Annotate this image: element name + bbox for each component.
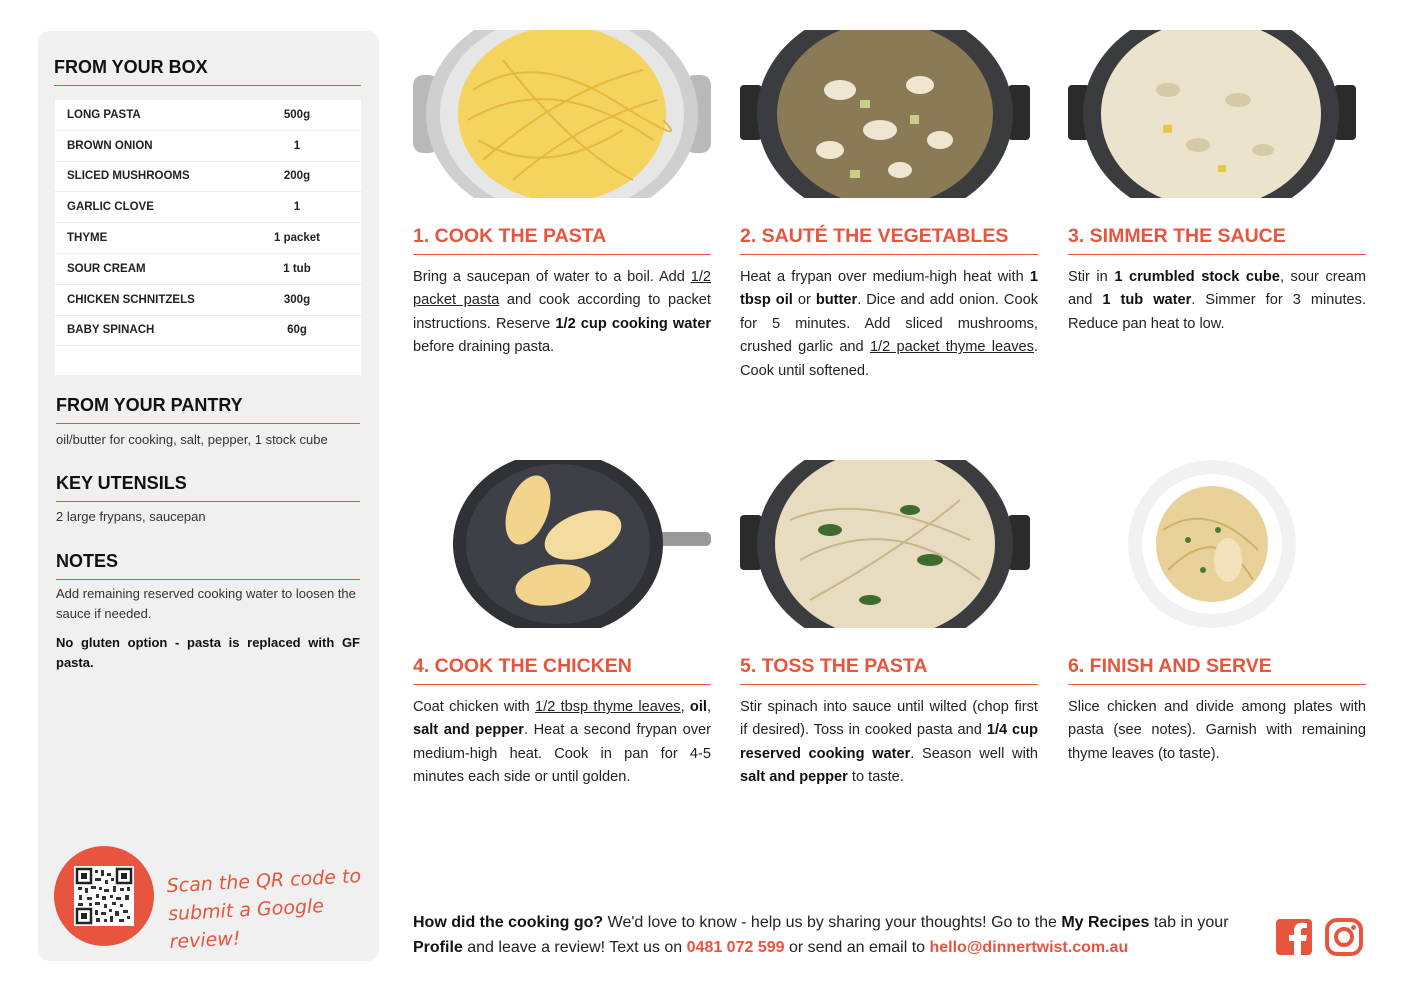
- step-1-image: [413, 30, 711, 198]
- ingredient-qty: 60g: [287, 324, 307, 337]
- footer-text: tab in your: [1149, 914, 1229, 931]
- step-5-text: [740, 696, 1038, 790]
- step-text-span: ,: [680, 699, 690, 715]
- ingredient-row: [55, 223, 361, 254]
- step-text-span: . Heat a second frypan over medium-high heat. Cook in pan for 4-5 minutes each side or until golden.: [413, 722, 712, 786]
- ingredient-name: BROWN ONION: [67, 139, 153, 152]
- step-4-image: [413, 460, 711, 628]
- step-text-bold: 1 tbsp oil: [740, 269, 1038, 309]
- step-text-bold: salt and pepper: [740, 769, 848, 786]
- ingredient-row: [55, 316, 361, 347]
- step-2-text: [740, 266, 1038, 383]
- ingredient-row: [55, 100, 361, 131]
- ingredient-row: [55, 131, 361, 162]
- from-your-pantry-title: FROM YOUR PANTRY: [56, 395, 360, 424]
- step-4-text: [413, 696, 711, 790]
- qr-code-icon[interactable]: [74, 866, 134, 926]
- footer-profile: Profile: [413, 939, 463, 956]
- step-text-span: , sour cream and: [1068, 269, 1367, 309]
- ingredients-table: [55, 100, 361, 375]
- step-2-title: 2. SAUTÉ THE VEGETABLES: [740, 225, 1038, 255]
- ingredient-qty: 1: [293, 139, 301, 152]
- key-utensils-title: KEY UTENSILS: [56, 473, 360, 502]
- footer-my-recipes: My Recipes: [1061, 914, 1150, 931]
- step-5-title: 5. TOSS THE PASTA: [740, 655, 1038, 685]
- utensils-text: 2 large frypans, saucepan: [56, 509, 206, 524]
- facebook-icon[interactable]: [1275, 918, 1313, 956]
- qr-text-line-1: Scan the QR code to: [166, 865, 362, 898]
- instagram-icon[interactable]: [1325, 918, 1363, 956]
- step-text-span: Coat chicken with: [413, 699, 536, 715]
- step-1-text: [413, 266, 711, 360]
- step-text-span: or: [792, 292, 816, 309]
- ingredient-name: GARLIC CLOVE: [67, 201, 154, 214]
- step-text-span: . Dice and add onion. Cook for 5 minutes. Add sliced mushrooms, crushed garlic and: [740, 292, 1038, 356]
- step-text-span: before draining pasta.: [413, 339, 555, 356]
- step-text-bold: salt and pepper: [413, 722, 524, 739]
- step-text-span: ,: [706, 699, 711, 715]
- notes-title: NOTES: [56, 551, 360, 580]
- qr-text-line-2: submit a Google review!: [167, 895, 325, 954]
- ingredient-row: [55, 192, 361, 223]
- notes-text: Add remaining reserved cooking water to loosen the sauce if needed.: [56, 586, 356, 621]
- ingredient-name: SOUR CREAM: [67, 262, 146, 275]
- step-5-image: [740, 460, 1038, 628]
- ingredient-row: [55, 285, 361, 316]
- step-text-bold: 1/4 cup reserved cooking water: [740, 722, 1038, 762]
- review-footer: [413, 910, 1263, 960]
- step-2-image: [740, 30, 1038, 198]
- footer-text: We'd love to know - help us by sharing your thoughts! Go to the: [603, 914, 1062, 931]
- step-text-span: Heat a frypan over medium-high heat with: [740, 269, 1030, 285]
- footer-text: and leave a review! Text us on: [462, 939, 687, 956]
- from-your-box-title: FROM YOUR BOX: [54, 57, 361, 86]
- step-text-underline: 1/2 tbsp thyme leaves: [535, 699, 681, 715]
- step-text-bold: 1 tub water: [1102, 292, 1192, 309]
- ingredient-qty: 200g: [283, 170, 311, 183]
- ingredient-qty: 1: [293, 201, 301, 214]
- step-text-bold: 1/2 cup cooking water: [555, 315, 711, 332]
- footer-text: or send an email to: [784, 939, 930, 956]
- ingredient-name: THYME: [67, 232, 108, 245]
- ingredient-name: BABY SPINACH: [67, 324, 155, 337]
- step-6-image: [1068, 460, 1366, 628]
- ingredient-name: CHICKEN SCHNITZELS: [67, 293, 195, 306]
- ingredients-sidebar: [38, 31, 379, 961]
- step-text-span: and cook according to packet instructions. Reserve: [413, 292, 711, 332]
- notes-gluten-text: No gluten option - pasta is replaced with GF pasta.: [56, 635, 360, 670]
- step-text-span: . Season well with: [910, 745, 1038, 762]
- email-link[interactable]: hello@dinnertwist.com.au: [929, 939, 1129, 956]
- step-3-text: [1068, 266, 1366, 336]
- qr-review-prompt: [166, 862, 370, 956]
- step-6-title: 6. FINISH AND SERVE: [1068, 655, 1366, 685]
- step-text-underline: 1/2 packet thyme leaves: [869, 339, 1034, 356]
- qr-code-badge[interactable]: [54, 846, 154, 946]
- step-1-title: 1. COOK THE PASTA: [413, 225, 711, 255]
- step-3-title: 3. SIMMER THE SAUCE: [1068, 225, 1366, 255]
- step-text-span: . Simmer for 3 minutes. Reduce pan heat to low.: [1068, 292, 1366, 332]
- ingredient-name: SLICED MUSHROOMS: [67, 170, 190, 183]
- phone-link[interactable]: 0481 072 599: [686, 939, 785, 956]
- step-text-span: Stir spinach into sauce until wilted (chop first if desired). Toss in cooked pasta and: [740, 699, 1038, 739]
- pantry-text: oil/butter for cooking, salt, pepper, 1 stock cube: [56, 432, 328, 447]
- step-text-bold: butter: [815, 292, 858, 309]
- step-3-image: [1068, 30, 1366, 198]
- ingredient-qty: 1 tub: [283, 262, 311, 275]
- ingredient-qty: 1 packet: [273, 232, 321, 245]
- step-text-bold: 1 crumbled stock cube: [1114, 269, 1280, 285]
- step-4-title: 4. COOK THE CHICKEN: [413, 655, 711, 685]
- ingredient-qty: 300g: [283, 293, 311, 306]
- step-text-span: to taste.: [847, 769, 904, 786]
- ingredient-name: LONG PASTA: [67, 108, 141, 121]
- step-text-bold: oil: [689, 699, 707, 715]
- step-6-text: Slice chicken and divide among plates with pasta (see notes). Garnish with remaining thyme leaves (to taste).: [1068, 699, 1366, 762]
- ingredient-qty: 500g: [283, 108, 311, 121]
- ingredient-row: [55, 162, 361, 193]
- step-text-span: Bring a saucepan of water to a boil. Add: [413, 269, 691, 285]
- ingredient-row: [55, 254, 361, 285]
- step-text-underline: 1/2 packet pasta: [413, 269, 711, 309]
- footer-question: How did the cooking go?: [413, 914, 604, 931]
- step-text-span: . Cook until softened.: [740, 339, 1038, 379]
- step-text-span: Stir in: [1068, 269, 1115, 285]
